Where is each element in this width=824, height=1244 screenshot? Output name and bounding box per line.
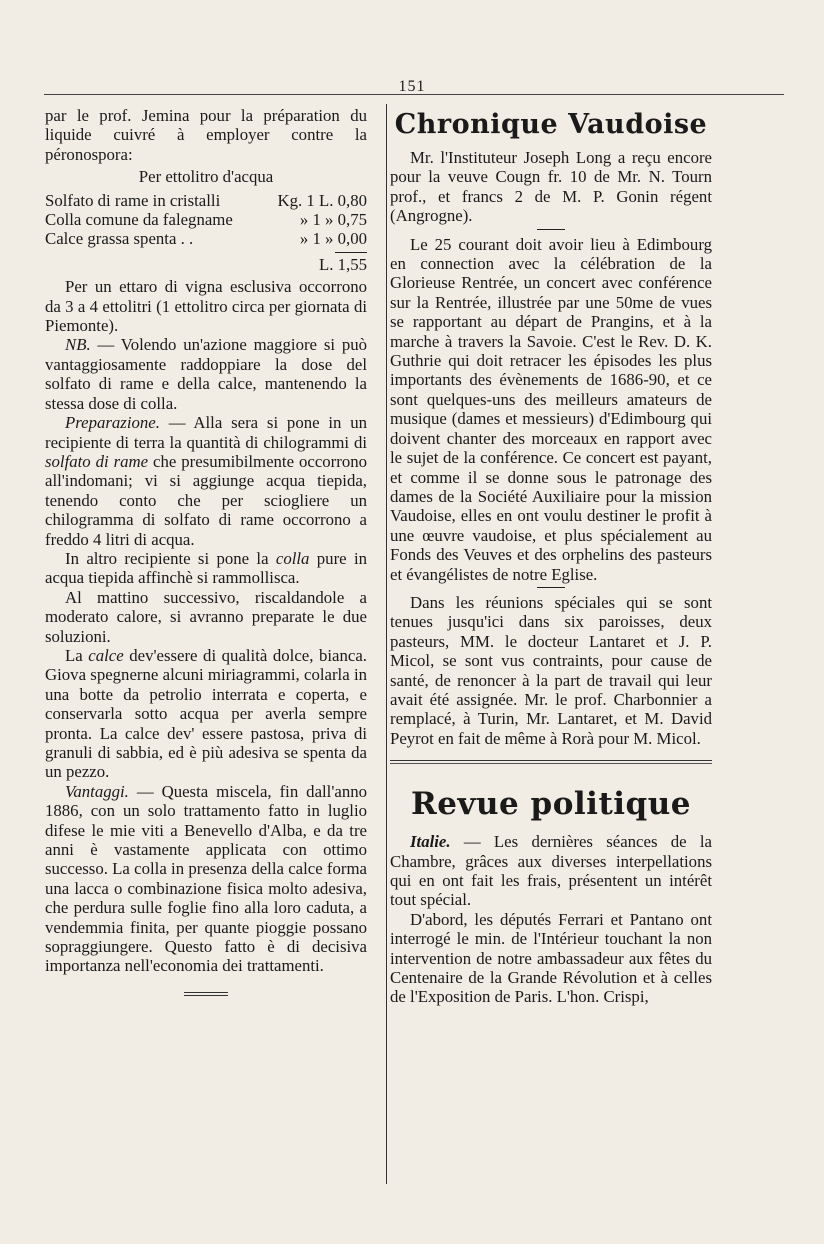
colla-text-b: pure in acqua tiepida affinchè si rammollisca. bbox=[45, 548, 367, 588]
right-column bbox=[390, 106, 712, 1007]
page-number: 151 bbox=[398, 78, 426, 95]
vantaggi-text: — Questa miscela, fin dall'anno 1886, con un solo trattamento fatto in luglio difese le mie viti a Benevello d'Alba, e da tre anni è vastamente applicata con ottimo successo. La colla in presenza della calce forma una lacca o combinazione fisica molto adesiva, che perdura sulle foglie fino alla loro caduta, a vendemmia finita, per quante pioggie possano sopraggiungere. Questo fatto è di decisiva importanza nell'economia dei trattamenti. bbox=[45, 781, 367, 976]
per-hectolitre-heading: Per ettolitro d'acqua bbox=[138, 167, 274, 187]
calce-emphasis: calce bbox=[88, 645, 124, 665]
chronique-title: Chronique Vaudoise bbox=[394, 109, 708, 140]
calce-text-a: La bbox=[65, 645, 89, 665]
ingredient-row bbox=[45, 191, 367, 210]
total-rule bbox=[335, 252, 367, 253]
section-rule bbox=[390, 760, 712, 764]
calce-paragraph bbox=[45, 646, 367, 782]
end-mark bbox=[184, 992, 228, 996]
left-column bbox=[45, 106, 367, 996]
preparation-text-a: — Alla sera si pone in un recipiente di terra la quantità di chilogrammi di bbox=[45, 413, 367, 452]
colla-text-a: In altro recipiente si pone la bbox=[65, 548, 276, 568]
italie-label: Italie. bbox=[410, 832, 451, 852]
column-divider bbox=[386, 104, 387, 1184]
ingredient-amount: » 1 » 0,00 bbox=[299, 229, 367, 249]
mattino-paragraph: Al mattino successivo, riscaldandole a moderato calore, si avranno preparate le due soluzioni. bbox=[45, 587, 367, 646]
revue-paragraph-1 bbox=[390, 832, 712, 910]
ingredient-row bbox=[45, 229, 367, 248]
nb-label: NB. bbox=[65, 335, 91, 355]
ingredient-name: Colla comune da falegname bbox=[45, 210, 233, 230]
vantaggi-label: Vantaggi. bbox=[65, 781, 129, 801]
preparation-emphasis: solfato di rame bbox=[45, 451, 149, 471]
ingredients-table bbox=[45, 191, 367, 249]
separator bbox=[537, 587, 565, 588]
ingredient-row bbox=[45, 210, 367, 229]
total-amount: L. 1,55 bbox=[318, 254, 367, 274]
nb-paragraph bbox=[45, 335, 367, 413]
vantaggi-paragraph bbox=[45, 782, 367, 976]
ingredient-name: Solfato di rame in cristalli bbox=[45, 190, 221, 210]
chronique-paragraph-1: Mr. l'Instituteur Joseph Long a reçu encore pour la veuve Cougn fr. 10 de Mr. N. Tourn prof., et francs 2 de M. P. Gonin régent (Angrogne). bbox=[390, 148, 712, 226]
header-rule bbox=[44, 94, 784, 95]
ingredient-amount: Kg. 1 L. 0,80 bbox=[277, 190, 367, 210]
preparation-text-b: che presumibilmente occorrono all'indomani; vi si aggiunge acqua tiepida, tenendo conto che per sciogliere un chilogramma di solfato di rame occorrono a freddo 4 litri di acqua. bbox=[45, 451, 368, 549]
ingredient-name: Calce grassa spenta . . bbox=[45, 229, 194, 249]
calce-text-b: dev'essere di qualità dolce, bianca. Giova spegnerne alcuni miriagrammi, colarla in una botte da petrolio interrata e coperta, e conservarla sotto acqua per averla sempre pronta. La calce dev' essere pastosa, priva di granuli di sabbia, ed è più adesiva se spenta da un pezzo. bbox=[45, 645, 367, 782]
preparation-label: Preparazione. bbox=[65, 413, 160, 433]
colla-paragraph bbox=[45, 549, 367, 588]
revue-title: Revue politique bbox=[411, 786, 691, 823]
chronique-paragraph-2: Le 25 courant doit avoir lieu à Edimbourg en connection avec la célébration de la Glorieuse Rentrée, un concert avec conférence sur la Rentrée, illustrée par une 50me de vues se rapportant au départ de Prangins, et à la marche à travers la Savoie. C'est le Rev. D. K. Guthrie qui doit retracer les épisodes les plus importants des évènements de 1686-90, et ce sont quelques-uns des meilleurs amateurs de musique (dames et messieurs) d'Edimbourg qui doivent chanter des morceaux en rapport avec le sujet de la conférence. Ce concert est payant, et comme il se donne sous le patronage des dames de la Société Auxiliaire pour la mission Vaudoise, elles en ont voulu destiner le profit à une œuvre vaudoise, et plus spécialement au Fonds des Veuves et des orphelins des pasteurs et évangélistes de notre Eglise. bbox=[390, 234, 712, 584]
revue-paragraph-2: D'abord, les députés Ferrari et Pantano ont interrogé le min. de l'Intérieur touchant la non intervention de notre ambassadeur aux fêtes du Centenaire de la Grande Révolution et à celles de l'Exposition de Paris. L'hon. Crispi, bbox=[390, 909, 712, 1007]
colla-emphasis: colla bbox=[275, 548, 310, 568]
separator bbox=[537, 229, 565, 230]
preparation-paragraph bbox=[45, 413, 367, 549]
chronique-paragraph-3: Dans les réunions spéciales qui se sont tenues jusqu'ici dans six paroisses, deux pasteurs, MM. le docteur Lantaret et J. P. Micol, se sont vus contraints, pour cause de santé, de renoncer à la part de travail qui leur avait été assignée. Mr. le prof. Charbonnier a remplacé, à Turin, Mr. Lantaret, et M. David Peyrot en fait de même à Rorà pour M. Micol. bbox=[390, 592, 712, 748]
hectare-paragraph: Per un ettaro di vigna esclusiva occorrono da 3 a 4 ettolitri (1 ettolitro circa per giornata di Piemonte). bbox=[45, 277, 367, 336]
revue-text-1: — Les dernières séances de la Chambre, grâces aux diverses interpellations qui en ont fait les frais, présentent un intérêt tout spécial. bbox=[390, 832, 712, 910]
intro-paragraph: par le prof. Jemina pour la préparation du liquide cuivré à employer contre la péronospora: bbox=[45, 106, 367, 164]
ingredient-amount: » 1 » 0,75 bbox=[299, 210, 367, 230]
nb-text: — Volendo un'azione maggiore si può vantaggiosamente raddoppiare la dose del solfato di rame e della calce, mantenendo la stessa dose di colla. bbox=[45, 335, 367, 413]
